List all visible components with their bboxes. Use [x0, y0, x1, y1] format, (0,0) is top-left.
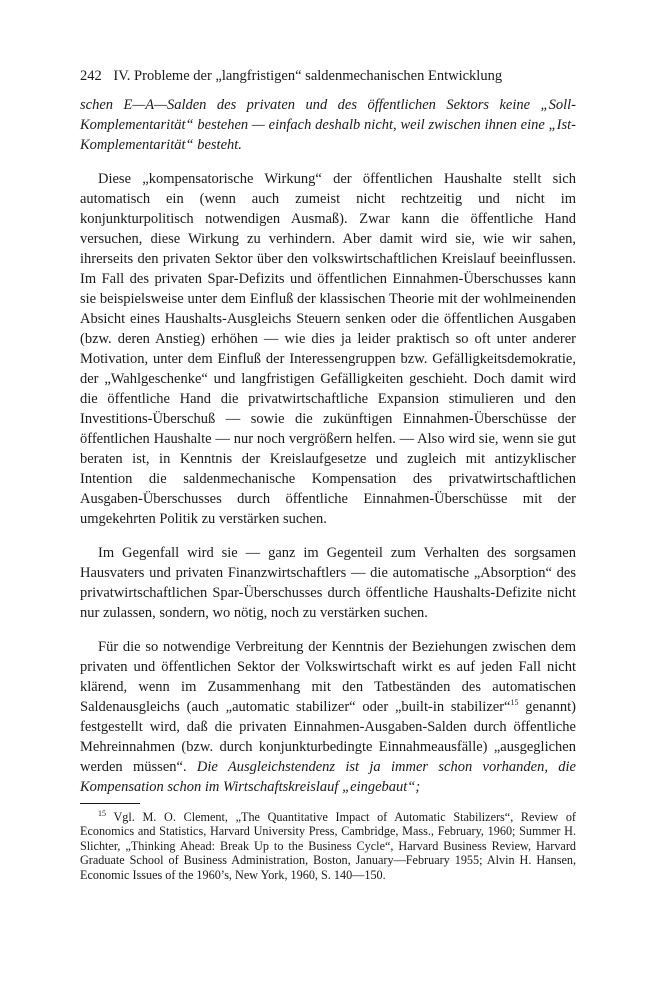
footnote-text: Vgl. M. O. Clement, „The Quantitative Impact of Automatic Stabilizers“, Review of Economics and Statistics, Harvard University Press, Cambridge, Mass., February, 1960; Summer H. Slichter, „Thinking Ahead: Break Up to the Business Cycle“, Harvard Business Review, Harvard Graduate School of Business Administration, Boston, January—February 1955; Alvin H. Hansen, Economic Issues of the 1960’s, New York, 1960, S. 140—150. — [80, 810, 576, 882]
paragraph-text-a: Für die so notwendige Verbreitung der Kenntnis der Beziehungen zwischen dem privaten und öffentlichen Sektor der Volkswirtschaft wirkt es auf jeden Fall nicht klärend, wenn im Zusammenhang mit den Tatbeständen des automatischen Saldenausgleichs (auch „automatic stabilizer“ oder „built-in stabilizer“ — [80, 639, 576, 715]
paragraph-text-b: genannt) festgestellt wird, daß die privaten Einnahmen-Ausgaben-Salden durch öffentliche Mehreinnahmen (bzw. durch konjunkturbedingte Einnahmeausfälle) „ausgeglichen werden müssen“. — [80, 699, 576, 775]
running-header — [80, 66, 576, 86]
intro-paragraph: schen E—A—Salden des privaten und des öffentlichen Sektors keine „Soll-Komplementarität“ bestehen — einfach deshalb nicht, weil zwischen ihnen eine „Ist-Komplementarität“ besteht. — [80, 97, 576, 153]
page-number: 242 — [80, 68, 102, 84]
book-page — [80, 66, 576, 882]
paragraph-kompensatorische-wirkung: Diese „kompensatorische Wirkung“ der öffentlichen Haushalte stellt sich automatisch ein (wenn auch zumeist nicht rechtzeitig und nicht im konjunkturpolitisch notwendigen Ausmaß). Zwar kann die öffentliche Hand versuchen, diese Wirkung zu verhindern. Aber damit wird sie, wie wir sahen, ihrerseits den privaten Sektor über den volkswirtschaftlichen Kreislauf beeinflussen. Im Fall des privaten Spar-Defizits und öffentlichen Einnahmen-Überschusses kann sie beispielsweise unter dem Einfluß der klassischen Theorie mit der wohlmeinenden Absicht eines Haushalts-Ausgleichs Steuern senken oder die öffentlichen Ausgaben (bzw. deren Anstieg) erhöhen — wie dies ja leider praktisch so oft unter anderer Motivation, unter dem Einfluß der Interessengruppen bzw. Gefälligkeitsdemokratie, der „Wahlgeschenke“ und langfristigen Gefälligkeiten geschieht. Doch damit wird die öffentliche Hand die privatwirtschaftliche Expansion stimulieren und den Investitions-Überschuß — sowie die zukünftigen Einnahmen-Überschüsse der öffentlichen Haushalte — nur noch vergrößern helfen. — Also wird sie, wenn sie gut beraten ist, in Kenntnis der Kreislaufgesetze und zugleich mit antizyklischer Intention die saldenmechanische Kompensation des privatwirtschaftlichen Ausgaben-Überschusses durch öffentliche Einnahmen-Überschüsse mit der umgekehrten Politik zu verstärken suchen. — [80, 171, 576, 527]
footnote-marker: 15 — [98, 808, 106, 818]
body-text — [80, 95, 576, 797]
footnote-reference: 15 — [510, 698, 519, 708]
paragraph-text-italic: Die Ausgleichstendenz ist ja immer schon vorhanden, die Kompensation schon im Wirtschaftskreislauf „eingebaut“; — [80, 759, 576, 795]
footnote-separator — [80, 803, 140, 804]
paragraph-verbreitung — [80, 637, 576, 797]
running-title: IV. Probleme der „langfristigen“ saldenmechanischen Entwicklung — [113, 68, 503, 84]
footnote — [80, 810, 576, 882]
paragraph-gegenfall: Im Gegenfall wird sie — ganz im Gegenteil zum Verhalten des sorgsamen Hausvaters und privaten Finanzwirtschaftlers — die automatische „Absorption“ des privatwirtschaftlichen Spar-Überschusses durch öffentliche Haushalts-Defizite nicht nur zulassen, sondern, wo nötig, noch zu verstärken suchen. — [80, 545, 576, 621]
